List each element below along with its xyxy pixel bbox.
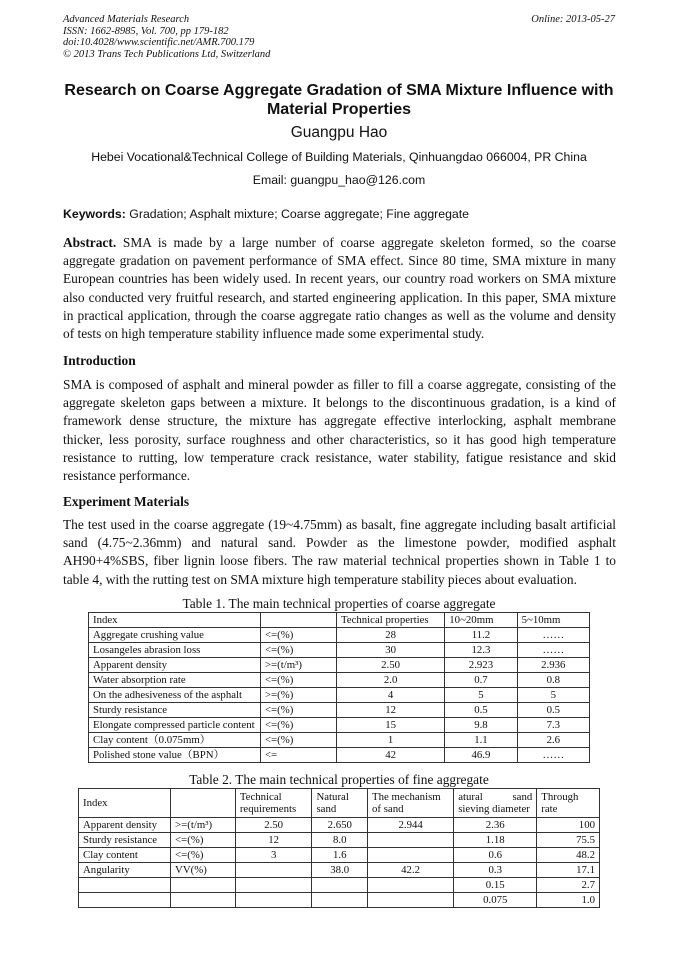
online-date: Online: 2013-05-27 xyxy=(531,14,615,25)
table-header-cell: Natural sand xyxy=(312,789,368,818)
journal-info xyxy=(63,14,270,60)
table-cell: 42 xyxy=(336,748,444,763)
table-cell xyxy=(368,848,454,863)
table-header-row xyxy=(89,613,590,628)
table-row xyxy=(89,658,590,673)
table-cell: 3 xyxy=(235,848,312,863)
table1 xyxy=(88,612,590,763)
issn: ISSN: 1662-8985, Vol. 700, pp 179-182 xyxy=(63,25,229,37)
table-row xyxy=(89,718,590,733)
table-cell: 2.936 xyxy=(517,658,589,673)
materials-heading: Experiment Materials xyxy=(63,494,190,509)
abstract-text: SMA is made by a large number of coarse aggregate skeleton formed, so the coarse aggregate gradation on pavement performance of SMA effect. Since 80 time, SMA mixture in many European countries has been widely used. In recent years, our country road workers on SMA mixture also conducted very fruitful research, and started engineering application. In this paper, SMA mixture in practical application, through the coarse aggregate ratio changes as well as the volume and density of tests on high temperature stability influence made some experimental study. xyxy=(63,235,616,342)
table-cell: 0.075 xyxy=(454,893,537,908)
table-cell xyxy=(368,893,454,908)
table-cell: 30 xyxy=(336,643,444,658)
table-cell: 11.2 xyxy=(445,628,517,643)
table-cell xyxy=(171,878,236,893)
table-cell: …… xyxy=(517,628,589,643)
table-row xyxy=(89,703,590,718)
table-cell: 1.18 xyxy=(454,833,537,848)
table-row xyxy=(79,863,600,878)
table-cell: >=(t/m³) xyxy=(260,658,336,673)
table-cell: Clay content xyxy=(79,848,171,863)
table-cell: 12 xyxy=(235,833,312,848)
table-cell: Losangeles abrasion loss xyxy=(89,643,261,658)
table-cell: 2.6 xyxy=(517,733,589,748)
table-cell: 2.0 xyxy=(336,673,444,688)
table-header-cell: Index xyxy=(79,789,171,818)
table-cell: <=(%) xyxy=(171,848,236,863)
table-cell: 2.7 xyxy=(537,878,600,893)
table-cell xyxy=(171,893,236,908)
table-cell: Sturdy resistance xyxy=(89,703,261,718)
table-cell: 46.9 xyxy=(445,748,517,763)
table-cell xyxy=(235,863,312,878)
table-cell: <=(%) xyxy=(260,628,336,643)
table-row xyxy=(79,833,600,848)
table2 xyxy=(78,788,600,908)
journal-name: Advanced Materials Research xyxy=(63,14,190,25)
table-row xyxy=(79,878,600,893)
table-cell: 5~10mm xyxy=(517,613,589,628)
table-cell: Index xyxy=(89,613,261,628)
table-cell: Technical properties xyxy=(336,613,444,628)
table-cell: VV(%) xyxy=(171,863,236,878)
table-cell: 100 xyxy=(537,818,600,833)
table1-caption: Table 1. The main technical properties of coarse aggregate xyxy=(182,596,496,611)
table-cell: 0.7 xyxy=(445,673,517,688)
table-cell: Elongate compressed particle content xyxy=(89,718,261,733)
table-cell: 42.2 xyxy=(368,863,454,878)
table-cell: 1.6 xyxy=(312,848,368,863)
table-cell: 2.650 xyxy=(312,818,368,833)
table-cell: 0.3 xyxy=(454,863,537,878)
table-cell: 1.0 xyxy=(537,893,600,908)
table-cell: Apparent density xyxy=(79,818,171,833)
table-row xyxy=(79,818,600,833)
table-cell: Angularity xyxy=(79,863,171,878)
keywords-label: Keywords: xyxy=(63,207,126,221)
doi: doi:10.4028/www.scientific.net/AMR.700.179 xyxy=(63,37,255,48)
table-cell xyxy=(79,893,171,908)
table-cell: <=(%) xyxy=(260,703,336,718)
table-row xyxy=(79,893,600,908)
table-cell: Water absorption rate xyxy=(89,673,261,688)
table-cell: 15 xyxy=(336,718,444,733)
table-cell: 1.1 xyxy=(445,733,517,748)
table-cell: Aggregate crushing value xyxy=(89,628,261,643)
materials-text: The test used in the coarse aggregate (19~4.75mm) as basalt, fine aggregate including basalt artificial sand (4.75~2.36mm) and natural sand. Powder as the limestone powder, modified asphalt AH90+4%SBS, fiber lignin loose fibers. The raw material technical properties shown in Table 1 to table 4, with the rutting test on SMA mixture high temperature stability pieces about evaluation. xyxy=(63,517,616,587)
table-header-cell: Through rate xyxy=(537,789,600,818)
abstract xyxy=(63,234,616,343)
table-row xyxy=(89,643,590,658)
email: Email: guangpu_hao@126.com xyxy=(252,173,426,187)
table-cell: Apparent density xyxy=(89,658,261,673)
keywords xyxy=(63,207,469,221)
table-cell: …… xyxy=(517,643,589,658)
table-header-cell xyxy=(171,789,236,818)
table-cell xyxy=(260,613,336,628)
table-cell: 2.50 xyxy=(336,658,444,673)
table-cell: 17.1 xyxy=(537,863,600,878)
table-row xyxy=(89,628,590,643)
table-row xyxy=(89,748,590,763)
table-cell: 5 xyxy=(517,688,589,703)
table-cell: Sturdy resistance xyxy=(79,833,171,848)
table-cell: <=(%) xyxy=(260,718,336,733)
table-cell: Clay content（0.075mm） xyxy=(89,733,261,748)
table-cell: 4 xyxy=(336,688,444,703)
table-cell: 0.15 xyxy=(454,878,537,893)
table-cell xyxy=(79,878,171,893)
table-cell: 1 xyxy=(336,733,444,748)
affiliation: Hebei Vocational&Technical College of Building Materials, Qinhuangdao 066004, PR China xyxy=(91,150,587,164)
table-header-cell: Technical requirements xyxy=(235,789,312,818)
table-cell: <= xyxy=(260,748,336,763)
copyright: © 2013 Trans Tech Publications Ltd, Switzerland xyxy=(63,48,271,60)
table-cell: 48.2 xyxy=(537,848,600,863)
table-cell: 12 xyxy=(336,703,444,718)
table-cell: <=(%) xyxy=(260,733,336,748)
table-cell: 7.3 xyxy=(517,718,589,733)
table-cell: >=(t/m³) xyxy=(171,818,236,833)
table-cell xyxy=(312,878,368,893)
table-cell xyxy=(235,878,312,893)
table-cell: <=(%) xyxy=(171,833,236,848)
paper-title: Research on Coarse Aggregate Gradation of SMA Mixture Influence with Material Properties xyxy=(64,82,614,118)
table-cell: 2.944 xyxy=(368,818,454,833)
table-cell: 0.8 xyxy=(517,673,589,688)
intro-text: SMA is composed of asphalt and mineral powder as filler to fill a coarse aggregate, consisting of the aggregate skeleton gaps between a mixture. It belongs to the discontinuous gradation, is a kind of framework dense structure, the mixture has aggregate effective interlocking, asphalt membrane thicker, less porosity, surface roughness and other characteristics, so it has good high temperature resistance to rutting, low temperature crack resistance, water stability, fatigue resistance and skid resistance performance. xyxy=(63,377,616,484)
table-cell xyxy=(368,878,454,893)
author: Guangpu Hao xyxy=(290,124,388,141)
table-cell xyxy=(368,833,454,848)
table-cell xyxy=(235,893,312,908)
table-cell: 5 xyxy=(445,688,517,703)
keywords-text: Gradation; Asphalt mixture; Coarse aggregate; Fine aggregate xyxy=(125,207,470,221)
table-cell: 2.50 xyxy=(235,818,312,833)
table-header-cell: atural sand sieving diameter xyxy=(454,789,537,818)
table-cell: Polished stone value（BPN） xyxy=(89,748,261,763)
table-cell: <=(%) xyxy=(260,673,336,688)
abstract-label: Abstract. xyxy=(63,235,117,250)
table-cell: 9.8 xyxy=(445,718,517,733)
table-cell: <=(%) xyxy=(260,643,336,658)
table-cell: 10~20mm xyxy=(445,613,517,628)
table-row xyxy=(89,688,590,703)
table-cell: …… xyxy=(517,748,589,763)
table-row xyxy=(89,733,590,748)
table-header-cell: The mechanism of sand xyxy=(368,789,454,818)
table-row xyxy=(79,848,600,863)
table-cell: 0.5 xyxy=(445,703,517,718)
intro-heading: Introduction xyxy=(63,353,136,368)
table-cell: 8.0 xyxy=(312,833,368,848)
table2-caption: Table 2. The main technical properties of fine aggregate xyxy=(189,772,489,787)
table-cell: 12.3 xyxy=(445,643,517,658)
table-cell: 75.5 xyxy=(537,833,600,848)
table-cell: 2.36 xyxy=(454,818,537,833)
table-cell: 2.923 xyxy=(445,658,517,673)
table-cell: 38.0 xyxy=(312,863,368,878)
table-cell: 0.6 xyxy=(454,848,537,863)
table-cell xyxy=(312,893,368,908)
table-header-row xyxy=(79,789,600,818)
table-cell: >=(%) xyxy=(260,688,336,703)
table-cell: 0.5 xyxy=(517,703,589,718)
table-cell: On the adhesiveness of the asphalt xyxy=(89,688,261,703)
table-cell: 28 xyxy=(336,628,444,643)
table-row xyxy=(89,673,590,688)
